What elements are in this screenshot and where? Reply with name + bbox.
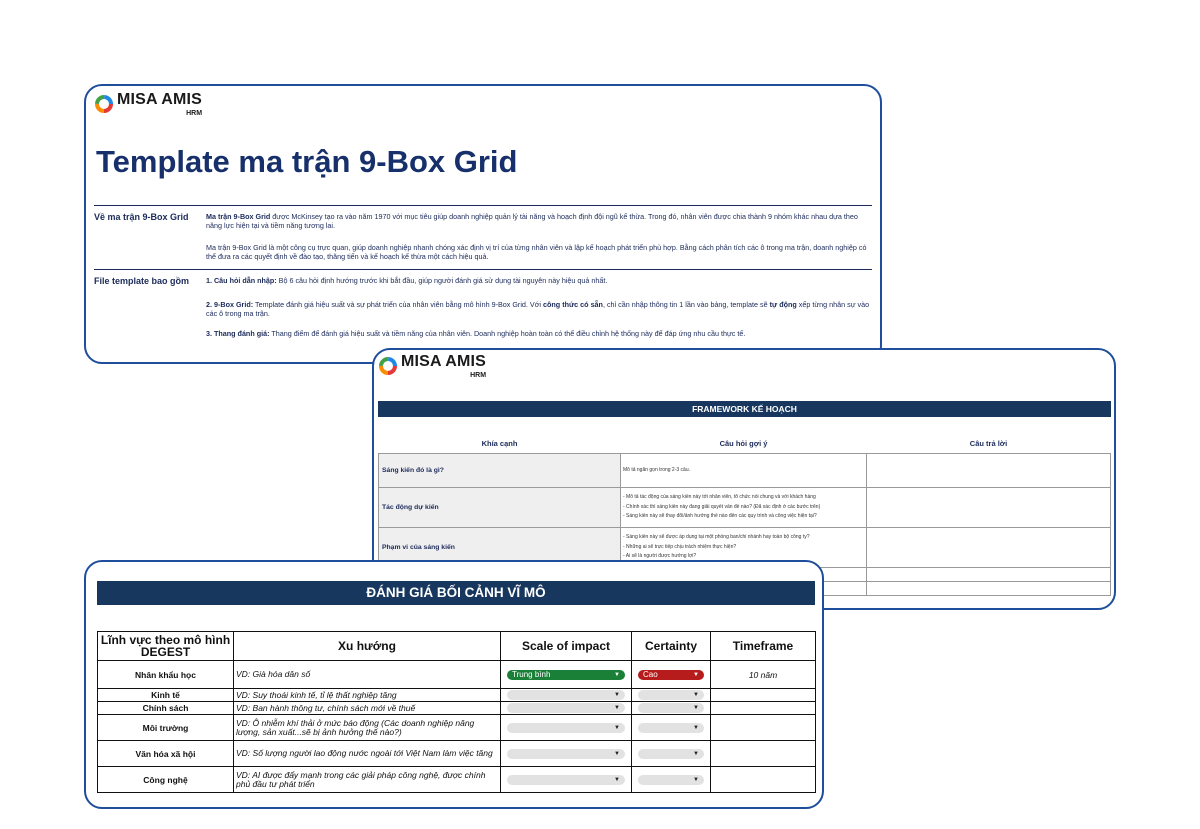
dropdown-arrow-icon: ▼ [614,724,620,731]
dropdown-arrow-icon: ▼ [614,776,620,783]
certainty-dropdown[interactable] [638,775,704,785]
impact-cell [501,661,632,689]
aspect-cell: Tác động dự kiến [379,487,621,527]
field-cell: Môi trường [98,715,234,741]
table-row [98,689,816,702]
timeframe-cell[interactable] [711,741,816,767]
certainty-dropdown[interactable] [638,703,704,713]
header-certainty: Certainty [632,632,711,661]
impact-cell [501,689,632,702]
certainty-cell [632,661,711,689]
file-contents-label: File template bao gồm [94,276,190,286]
field-cell: Kinh tế [98,689,234,702]
table-row [98,702,816,715]
dropdown-arrow-icon: ▼ [614,692,620,698]
trend-cell[interactable]: VD: Số lượng người lao động nước ngoài tới Việt Nam làm việc tăng [234,741,501,767]
trend-cell[interactable]: VD: AI được đẩy mạnh trong các giải pháp công nghệ, được chính phủ đầu tư phát triển [234,767,501,793]
question-cell: - Mô tả tác động của sáng kiến này tới nhân viên, tổ chức nói chung và với khách hàng - Chính xác thì sáng kiến này đang giải quyết vấn đề nào? (Đã xác định ở các bước trên) - Sáng kiến này sẽ thay đổi/ảnh hưởng thế nào đến các quy trình và công việc hiện tại? [621,487,867,527]
header-trend: Xu hướng [234,632,501,661]
certainty-dropdown[interactable] [638,723,704,733]
trend-cell[interactable]: VD: Ban hành thông tư, chính sách mới về thuế [234,702,501,715]
header-field: Lĩnh vực theo mô hình DEGEST [98,632,234,661]
impact-cell [501,715,632,741]
aspect-cell: Phạm vi của sáng kiến [379,527,621,567]
answer-cell[interactable] [867,581,1111,595]
dropdown-arrow-icon: ▼ [693,671,699,678]
about-paragraph-1: Ma trận 9-Box Grid được McKinsey tạo ra vào năm 1970 với mục tiêu giúp doanh nghiệp quản lý tài năng và hoạch định đội ngũ kế thừa. Trong đó, nhân viên được chia thành 9 nhóm khác nhau dựa theo năng lực hiện tại và tiềm năng tương lai. [206,212,858,230]
brand-logo [378,354,486,379]
answer-cell[interactable] [867,567,1111,581]
answer-cell[interactable] [867,527,1111,567]
certainty-cell [632,741,711,767]
dropdown-arrow-icon: ▼ [693,776,699,783]
impact-dropdown[interactable] [507,775,625,785]
impact-cell [501,767,632,793]
timeframe-cell[interactable] [711,702,816,715]
timeframe-cell[interactable]: 10 năm [711,661,816,689]
intro-card [84,84,882,364]
question-cell: - Sáng kiến này sẽ được áp dụng tại một phòng ban/chi nhánh hay toàn bộ công ty? - Những ai sẽ trực tiếp chịu trách nhiệm thực hiện? - Ai sẽ là người được hưởng lợi? [621,527,867,567]
dropdown-arrow-icon: ▼ [614,705,620,711]
answer-cell[interactable] [867,487,1111,527]
divider [94,269,872,270]
misa-ring-logo-icon [378,356,398,376]
dropdown-arrow-icon: ▼ [614,671,620,678]
trend-cell[interactable]: VD: Già hóa dân số [234,661,501,689]
brand-sub: HRM [186,110,203,117]
header-questions: Câu hỏi gợi ý [621,435,867,453]
impact-dropdown[interactable] [507,690,625,700]
table-row [98,661,816,689]
dropdown-arrow-icon: ▼ [693,724,699,731]
aspect-cell: Sáng kiến đó là gì? [379,453,621,487]
timeframe-cell[interactable] [711,715,816,741]
dropdown-arrow-icon: ▼ [614,750,620,757]
certainty-cell [632,702,711,715]
dropdown-arrow-icon: ▼ [693,750,699,757]
dropdown-arrow-icon: ▼ [693,705,699,711]
about-label: Về ma trận 9-Box Grid [94,212,189,222]
certainty-cell [632,767,711,793]
certainty-cell [632,689,711,702]
page-title: Template ma trận 9-Box Grid [96,144,518,179]
table-row [98,767,816,793]
field-cell: Văn hóa xã hội [98,741,234,767]
question-cell: Mô tả ngắn gọn trong 2-3 câu. [621,453,867,487]
dropdown-arrow-icon: ▼ [693,692,699,698]
timeframe-cell[interactable] [711,767,816,793]
misa-ring-logo-icon [94,94,114,114]
answer-cell[interactable] [867,453,1111,487]
header-answer: Câu trả lời [867,435,1111,453]
macro-table [97,631,816,793]
certainty-cell [632,715,711,741]
brand-name: MISA AMIS [117,91,203,108]
impact-cell [501,741,632,767]
table-row [379,487,1111,527]
impact-dropdown[interactable] [507,723,625,733]
divider [94,205,872,206]
brand-logo [94,92,202,117]
impact-dropdown[interactable] [507,749,625,759]
header-timeframe: Timeframe [711,632,816,661]
file-item-3: 3. Thang đánh giá: Thang điểm để đánh giá hiệu suất và tiềm năng của nhân viên. Doanh nghiệp hoàn toàn có thể điều chỉnh hệ thống này để đáp ứng nhu cầu thực tế. [206,329,746,338]
field-cell: Chính sách [98,702,234,715]
macro-banner: ĐÁNH GIÁ BỐI CẢNH VĨ MÔ [97,581,815,605]
certainty-dropdown[interactable]: Cao ▼ [638,670,704,680]
trend-cell[interactable]: VD: Ô nhiễm khí thải ở mức báo động (Các doanh nghiệp năng lượng, sản xuất...sẽ bị ảnh hưởng thế nào?) [234,715,501,741]
about-paragraph-2: Ma trận 9-Box Grid là một công cụ trực quan, giúp doanh nghiệp nhanh chóng xác định vị trí của từng nhân viên và lập kế hoạch phát triển phù hợp. Bằng cách phân tích các ô trong ma trận, doanh nghiệp có thể đưa ra các quyết định về đào tạo, thăng tiến và kế hoạch kế thừa một cách hiệu quả. [206,243,867,261]
table-row [379,453,1111,487]
table-row [98,741,816,767]
table-row [98,715,816,741]
framework-banner: FRAMEWORK KẾ HOẠCH [378,401,1111,417]
certainty-dropdown[interactable] [638,690,704,700]
certainty-dropdown[interactable] [638,749,704,759]
field-cell: Công nghệ [98,767,234,793]
file-item-1: 1. Câu hỏi dẫn nhập: Bộ 6 câu hỏi định hướng trước khi bắt đầu, giúp người đánh giá sử dụng tài nguyên này hiệu quả nhất. [206,276,608,285]
brand-name: MISA AMIS [401,353,487,370]
header-aspect: Khía cạnh [379,435,621,453]
header-impact: Scale of impact [501,632,632,661]
brand-sub: HRM [470,372,487,379]
macro-context-card [84,560,824,809]
file-item-2: 2. 9-Box Grid: Template đánh giá hiệu suất và sự phát triển của nhân viên bằng mô hình 9-Box Grid. Với công thức có sẵn, chỉ cần nhập thông tin 1 lần vào bảng, template sẽ tự động xếp từng nhân sự vào các ô trong ma trận. [206,300,870,318]
timeframe-cell[interactable] [711,689,816,702]
trend-cell[interactable]: VD: Suy thoái kinh tế, tỉ lệ thất nghiệp tăng [234,689,501,702]
impact-dropdown[interactable]: Trung bình ▼ [507,670,625,680]
field-cell: Nhân khẩu học [98,661,234,689]
impact-dropdown[interactable] [507,703,625,713]
impact-cell [501,702,632,715]
